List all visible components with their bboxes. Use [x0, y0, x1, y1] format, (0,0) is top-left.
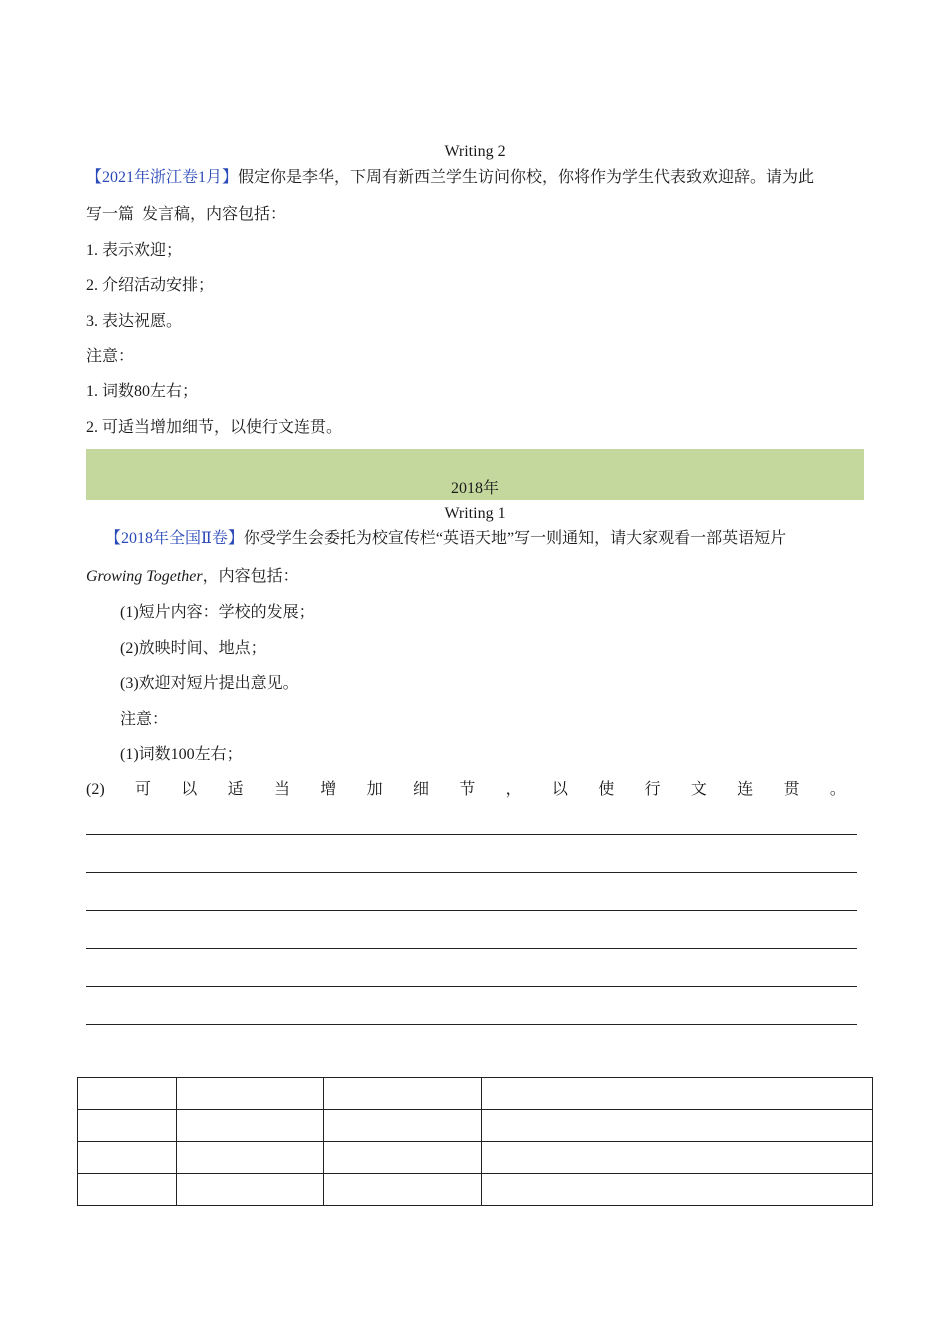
note-char: 可: [134, 781, 151, 798]
note-char: 。: [829, 781, 846, 798]
note-item: (1)词数100左右；: [120, 746, 243, 763]
table-row: [78, 1174, 873, 1206]
note-char: 连: [737, 781, 754, 798]
year-band-label: 2018年: [450, 480, 499, 497]
prompt-text: 假定你是李华，下周有新西兰学生访问你校，你将作为学生代表致欢迎辞。请为此: [238, 169, 815, 186]
source-tag: 【2018年全国Ⅱ卷】: [105, 530, 244, 547]
table-row: [78, 1142, 873, 1174]
film-title: Growing Together: [86, 568, 203, 585]
writing-line[interactable]: [86, 834, 857, 835]
prompt-text: 你受学生会委托为校宣传栏“英语天地”写一则通知，请大家观看一部英语短片: [243, 530, 787, 547]
table-cell[interactable]: [324, 1174, 482, 1206]
section-b-prompt-line1: [105, 529, 786, 549]
content-item: 1. 表示欢迎；: [86, 242, 183, 259]
table-cell[interactable]: [324, 1078, 482, 1110]
table-cell[interactable]: [482, 1110, 873, 1142]
note-char: 适: [227, 781, 244, 798]
notes-label: 注意：: [120, 711, 169, 728]
table-cell[interactable]: [78, 1174, 177, 1206]
table-cell[interactable]: [324, 1142, 482, 1174]
blank-table: [77, 1077, 873, 1206]
note-char: 以: [181, 781, 198, 798]
notes-label: 注意：: [86, 348, 135, 365]
table-cell[interactable]: [78, 1110, 177, 1142]
table-cell[interactable]: [177, 1110, 324, 1142]
content-item: (3)欢迎对短片提出意见。: [120, 675, 299, 692]
writing-line[interactable]: [86, 1024, 857, 1025]
table-cell[interactable]: [324, 1110, 482, 1142]
note-char: 细: [412, 781, 429, 798]
table-cell[interactable]: [482, 1078, 873, 1110]
note-char: 行: [644, 781, 661, 798]
table-cell[interactable]: [482, 1174, 873, 1206]
content-item: 2. 介绍活动安排；: [86, 277, 215, 294]
content-item: 3. 表达祝愿。: [86, 313, 183, 330]
section-b-title: Writing 1: [444, 505, 506, 522]
table-cell[interactable]: [177, 1142, 324, 1174]
writing-line[interactable]: [86, 910, 857, 911]
section-b-prompt-line2: [86, 567, 299, 587]
note-item: 2. 可适当增加细节，以使行文连贯。: [86, 419, 343, 436]
note-item: 1. 词数80左右；: [86, 383, 199, 400]
note-char: 使: [598, 781, 615, 798]
table-row: [78, 1078, 873, 1110]
note-char: 增: [320, 781, 337, 798]
note-char: ，: [505, 781, 522, 798]
table-cell[interactable]: [482, 1142, 873, 1174]
table-cell[interactable]: [78, 1142, 177, 1174]
note-char: 节: [459, 781, 476, 798]
writing-line[interactable]: [86, 948, 857, 949]
source-tag: 【2021年浙江卷1月】: [86, 169, 239, 186]
writing-line[interactable]: [86, 872, 857, 873]
prompt-text: ，内容包括：: [202, 568, 299, 585]
note-char: 当: [273, 781, 290, 798]
table-cell[interactable]: [78, 1078, 177, 1110]
section-a-title: Writing 2: [444, 143, 506, 160]
note-item-justified: [86, 780, 846, 802]
note-char: 加: [366, 781, 383, 798]
content-item: (1)短片内容：学校的发展；: [120, 604, 315, 621]
table-row: [78, 1110, 873, 1142]
note-char: 文: [690, 781, 707, 798]
section-a-prompt-line2: 写一篇 发言稿，内容包括：: [86, 206, 287, 223]
content-item: (2)放映时间、地点；: [120, 640, 267, 657]
table-cell[interactable]: [177, 1078, 324, 1110]
table-cell[interactable]: [177, 1174, 324, 1206]
section-a-prompt-line1: [86, 168, 814, 188]
note-char: (2): [86, 781, 105, 798]
note-char: 贯: [783, 781, 800, 798]
note-char: 以: [551, 781, 568, 798]
writing-line[interactable]: [86, 986, 857, 987]
